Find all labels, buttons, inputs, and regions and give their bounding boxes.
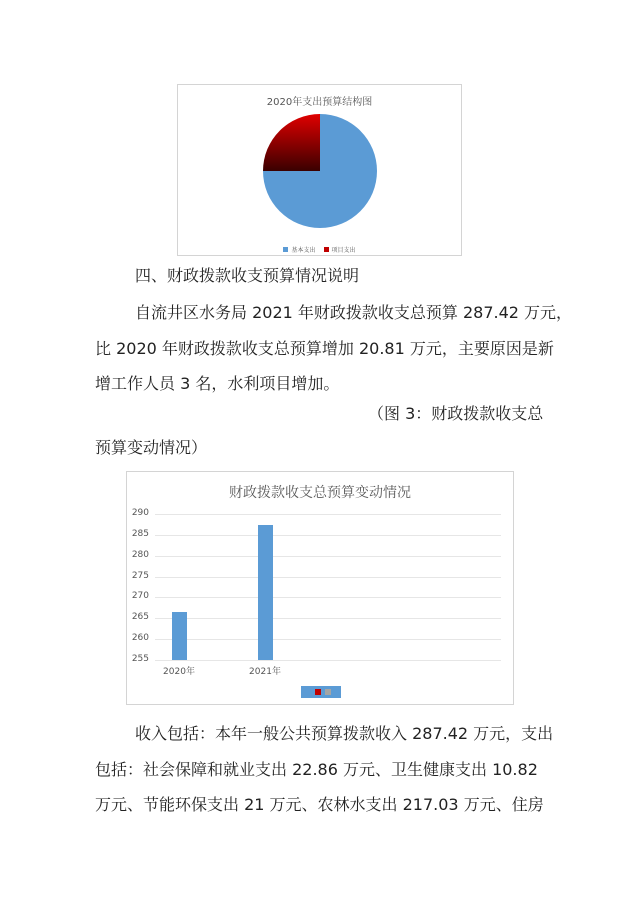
gridline <box>155 514 501 515</box>
x-tick-label: 2020年 <box>163 667 195 677</box>
gridline <box>155 597 501 598</box>
pie-slice-project <box>263 114 320 171</box>
paragraph-1-line-3: 增工作人员 3 名，水利项目增加。 <box>95 374 340 393</box>
legend-swatch-red <box>315 689 321 695</box>
paragraph-2-line-1: 收入包括：本年一般公共预算拨款收入 287.42 万元，支出 <box>135 724 554 743</box>
y-tick-label: 275 <box>131 570 149 581</box>
paragraph-2-line-3: 万元、节能环保支出 21 万元、农林水支出 217.03 万元、住房 <box>95 795 544 814</box>
paragraph-2-line-2: 包括：社会保障和就业支出 22.86 万元、卫生健康支出 10.82 <box>95 760 538 779</box>
y-tick-label: 290 <box>131 508 149 518</box>
bar-1 <box>172 612 187 660</box>
x-tick-label: 2021年 <box>249 667 281 677</box>
pie-legend-label: 项目支出 <box>331 247 356 254</box>
bar-chart-title: 财政拨款收支总预算变动情况 <box>229 485 411 501</box>
pie-legend <box>178 237 461 256</box>
bar-plot-area <box>127 508 513 677</box>
bar-chart-frame <box>126 471 514 705</box>
legend-swatch-gray <box>325 689 331 695</box>
figure-caption-line-1: （图 3：财政拨款收支总 <box>368 404 544 423</box>
gridline <box>155 577 501 578</box>
pie-chart <box>178 85 461 255</box>
pie-legend-swatch <box>283 247 288 252</box>
figure-caption-line-2: 预算变动情况） <box>95 438 208 457</box>
y-tick-label: 260 <box>131 633 149 644</box>
pie-legend-swatch <box>324 247 329 252</box>
pie-legend-label: 基本支出 <box>291 247 316 254</box>
y-tick-label: 285 <box>131 528 149 539</box>
section-heading: 四、财政拨款收支预算情况说明 <box>135 266 360 285</box>
gridline <box>155 556 501 557</box>
bar-2 <box>258 525 273 660</box>
pie-legend-item <box>283 245 315 254</box>
y-tick-label: 270 <box>131 591 149 602</box>
pie-legend-item <box>324 245 356 254</box>
pie-chart-title: 2020年支出预算结构图 <box>266 97 373 108</box>
y-tick-label: 255 <box>131 654 149 664</box>
pie-chart-frame <box>177 84 462 256</box>
gridline <box>155 660 501 661</box>
bar-legend <box>301 686 341 698</box>
y-tick-label: 280 <box>131 549 149 560</box>
gridline <box>155 618 501 619</box>
gridline <box>155 535 501 536</box>
gridline <box>155 639 501 640</box>
paragraph-1-line-1: 自流井区水务局 2021 年财政拨款收支总预算 287.42 万元， <box>135 303 573 322</box>
y-tick-label: 265 <box>131 612 149 623</box>
paragraph-1-line-2: 比 2020 年财政拨款收支总预算增加 20.81 万元，主要原因是新 <box>95 339 554 358</box>
